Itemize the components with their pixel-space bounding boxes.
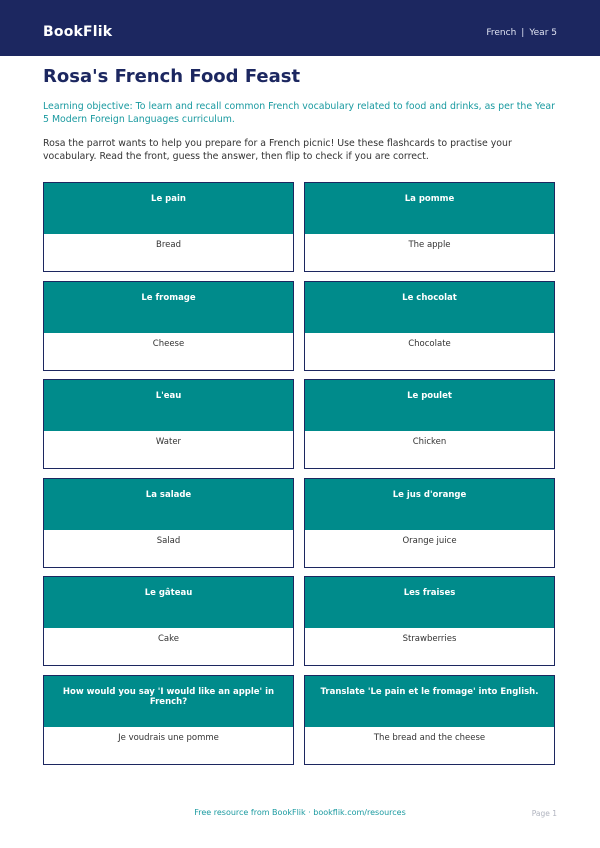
flashcard-front: How would you say 'I would like an apple' in French? bbox=[44, 676, 293, 727]
flashcard[interactable] bbox=[43, 675, 294, 765]
flashcard[interactable] bbox=[43, 576, 294, 666]
flashcard[interactable] bbox=[304, 182, 555, 272]
flashcard-back: Chicken bbox=[412, 437, 447, 447]
level-label: Year 5 bbox=[529, 28, 557, 38]
footer-link[interactable]: Free resource from BookFlik · bookflik.com/resources bbox=[194, 808, 406, 817]
flashcard-back: The bread and the cheese bbox=[373, 733, 486, 743]
flashcard-front: L'eau bbox=[44, 380, 293, 431]
flashcard-back: The apple bbox=[408, 240, 451, 250]
meta-separator: | bbox=[521, 28, 525, 38]
flashcard-front: Le gâteau bbox=[44, 577, 293, 628]
flashcard-back: Cake bbox=[158, 634, 179, 644]
brand-logo[interactable]: BookFlik bbox=[43, 24, 113, 40]
flashcard[interactable] bbox=[304, 478, 555, 568]
flashcard[interactable] bbox=[304, 281, 555, 371]
flashcard-front: Les fraises bbox=[305, 577, 554, 628]
flashcard-back: Strawberries bbox=[402, 634, 457, 644]
learning-objective: Learning objective: To learn and recall common French vocabulary related to food and drinks, as per the Year 5 Modern Foreign Languages curriculum. bbox=[43, 101, 555, 125]
subject-label: French bbox=[486, 28, 517, 38]
flashcard-back: Bread bbox=[156, 240, 181, 250]
page-title: Rosa's French Food Feast bbox=[43, 66, 301, 87]
flashcard-front: Translate 'Le pain et le fromage' into English. bbox=[305, 676, 554, 727]
flashcard-back: Chocolate bbox=[408, 339, 451, 349]
subject-level bbox=[486, 28, 557, 38]
flashcard-front: Le pain bbox=[44, 183, 293, 234]
flashcard-back: Water bbox=[155, 437, 182, 447]
page-number: Page 1 bbox=[531, 809, 557, 818]
flashcard-front: Le poulet bbox=[305, 380, 554, 431]
flashcard-front: Le chocolat bbox=[305, 282, 554, 333]
flashcard-back: Orange juice bbox=[402, 536, 457, 546]
flashcard-back: Je voudrais une pomme bbox=[118, 733, 219, 743]
flashcard[interactable] bbox=[304, 379, 555, 469]
flashcard[interactable] bbox=[43, 379, 294, 469]
flashcard[interactable] bbox=[43, 281, 294, 371]
flashcard[interactable] bbox=[43, 478, 294, 568]
page-header bbox=[0, 0, 600, 56]
flashcard-front: Le jus d'orange bbox=[305, 479, 554, 530]
flashcard-back: Cheese bbox=[152, 339, 185, 349]
flashcard[interactable] bbox=[304, 576, 555, 666]
flashcard-back: Salad bbox=[156, 536, 181, 546]
flashcard[interactable] bbox=[43, 182, 294, 272]
flashcard-front: La salade bbox=[44, 479, 293, 530]
flashcard-front: Le fromage bbox=[44, 282, 293, 333]
flashcard[interactable] bbox=[304, 675, 555, 765]
flashcard-front: La pomme bbox=[305, 183, 554, 234]
intro-text: Rosa the parrot wants to help you prepare for a French picnic! Use these flashcards to practise your vocabulary. Read the front, guess the answer, then flip to check if you are correct. bbox=[43, 138, 512, 162]
